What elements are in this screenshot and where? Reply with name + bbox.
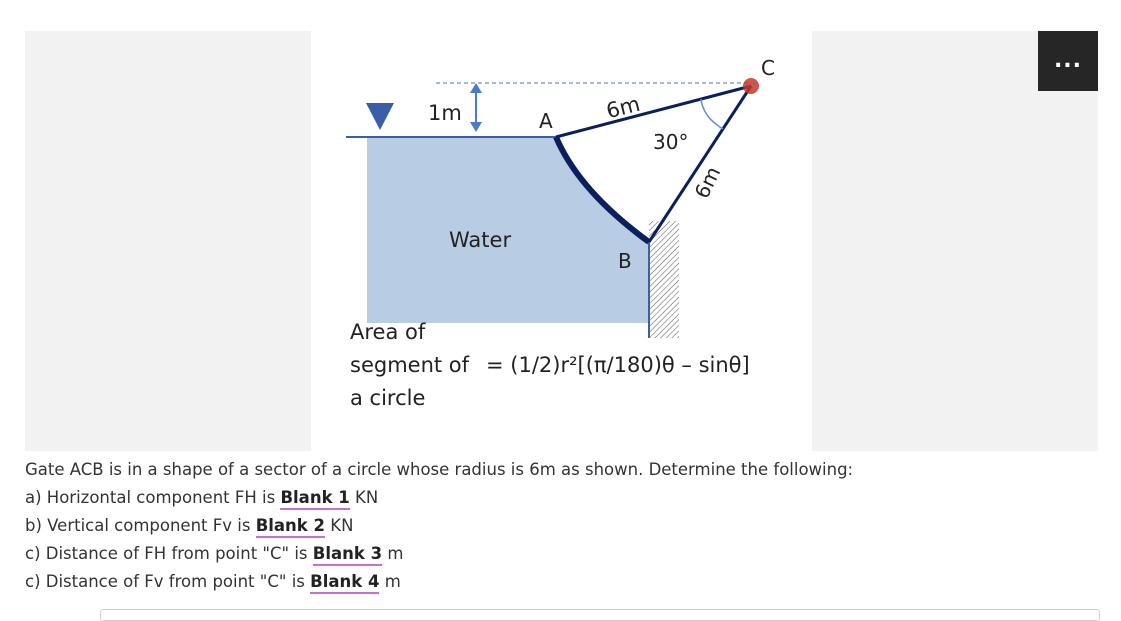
question-item-c2-prefix: c) Distance of Fv from point "C" is: [25, 572, 311, 591]
blank-4-field[interactable]: Blank 4: [310, 572, 379, 594]
more-options-icon: ...: [1053, 48, 1083, 73]
question-item-c1-unit: m: [382, 544, 404, 563]
blank-3-field[interactable]: Blank 3: [313, 544, 382, 566]
hinge-point-c: [743, 78, 759, 94]
question-item-a-prefix: a) Horizontal component FH is: [25, 488, 281, 507]
area-formula: = (1/2)r²[(π/180)θ – sinθ]: [486, 353, 750, 377]
label-1m: 1m: [428, 101, 462, 125]
blank-1-field[interactable]: Blank 1: [280, 488, 349, 510]
label-6m-side: 6m: [689, 162, 726, 203]
label-angle: 30°: [653, 130, 689, 154]
wall-hatching: [649, 221, 679, 338]
question-item-b: [25, 512, 1105, 540]
area-label-line1: Area of: [350, 320, 426, 344]
question-item-c1: [25, 540, 1105, 568]
question-item-b-prefix: b) Vertical component Fv is: [25, 516, 256, 535]
question-item-a: [25, 484, 1105, 512]
area-label-line2: segment of: [350, 353, 470, 377]
answer-input-box[interactable]: [100, 609, 1100, 621]
arrow-down-icon: [470, 122, 482, 132]
label-6m-top: 6m: [603, 91, 643, 124]
question-item-b-unit: KN: [325, 516, 354, 535]
area-label-line3: a circle: [350, 386, 426, 410]
label-point-c: C: [761, 56, 775, 80]
more-options-button[interactable]: [1038, 31, 1098, 91]
question-item-c2: [25, 568, 1105, 596]
question-item-c2-unit: m: [379, 572, 401, 591]
angle-arc: [701, 99, 723, 129]
question-text: [25, 456, 1105, 596]
blank-2-field[interactable]: Blank 2: [256, 516, 325, 538]
label-point-a: A: [539, 109, 553, 133]
question-item-a-unit: KN: [349, 488, 379, 507]
diagram-svg: [311, 31, 812, 451]
arrow-up-icon: [470, 83, 482, 93]
question-intro: Gate ACB is in a shape of a sector of a circle whose radius is 6m as shown. Determine the following:: [25, 460, 854, 479]
image-panel-left: [25, 31, 311, 451]
gate-diagram: [311, 31, 812, 451]
water-level-triangle-icon: [366, 103, 394, 130]
question-item-c1-prefix: c) Distance of FH from point "C" is: [25, 544, 313, 563]
label-point-b: B: [618, 249, 632, 273]
label-water: Water: [449, 228, 512, 252]
image-panel-right: [812, 31, 1098, 451]
